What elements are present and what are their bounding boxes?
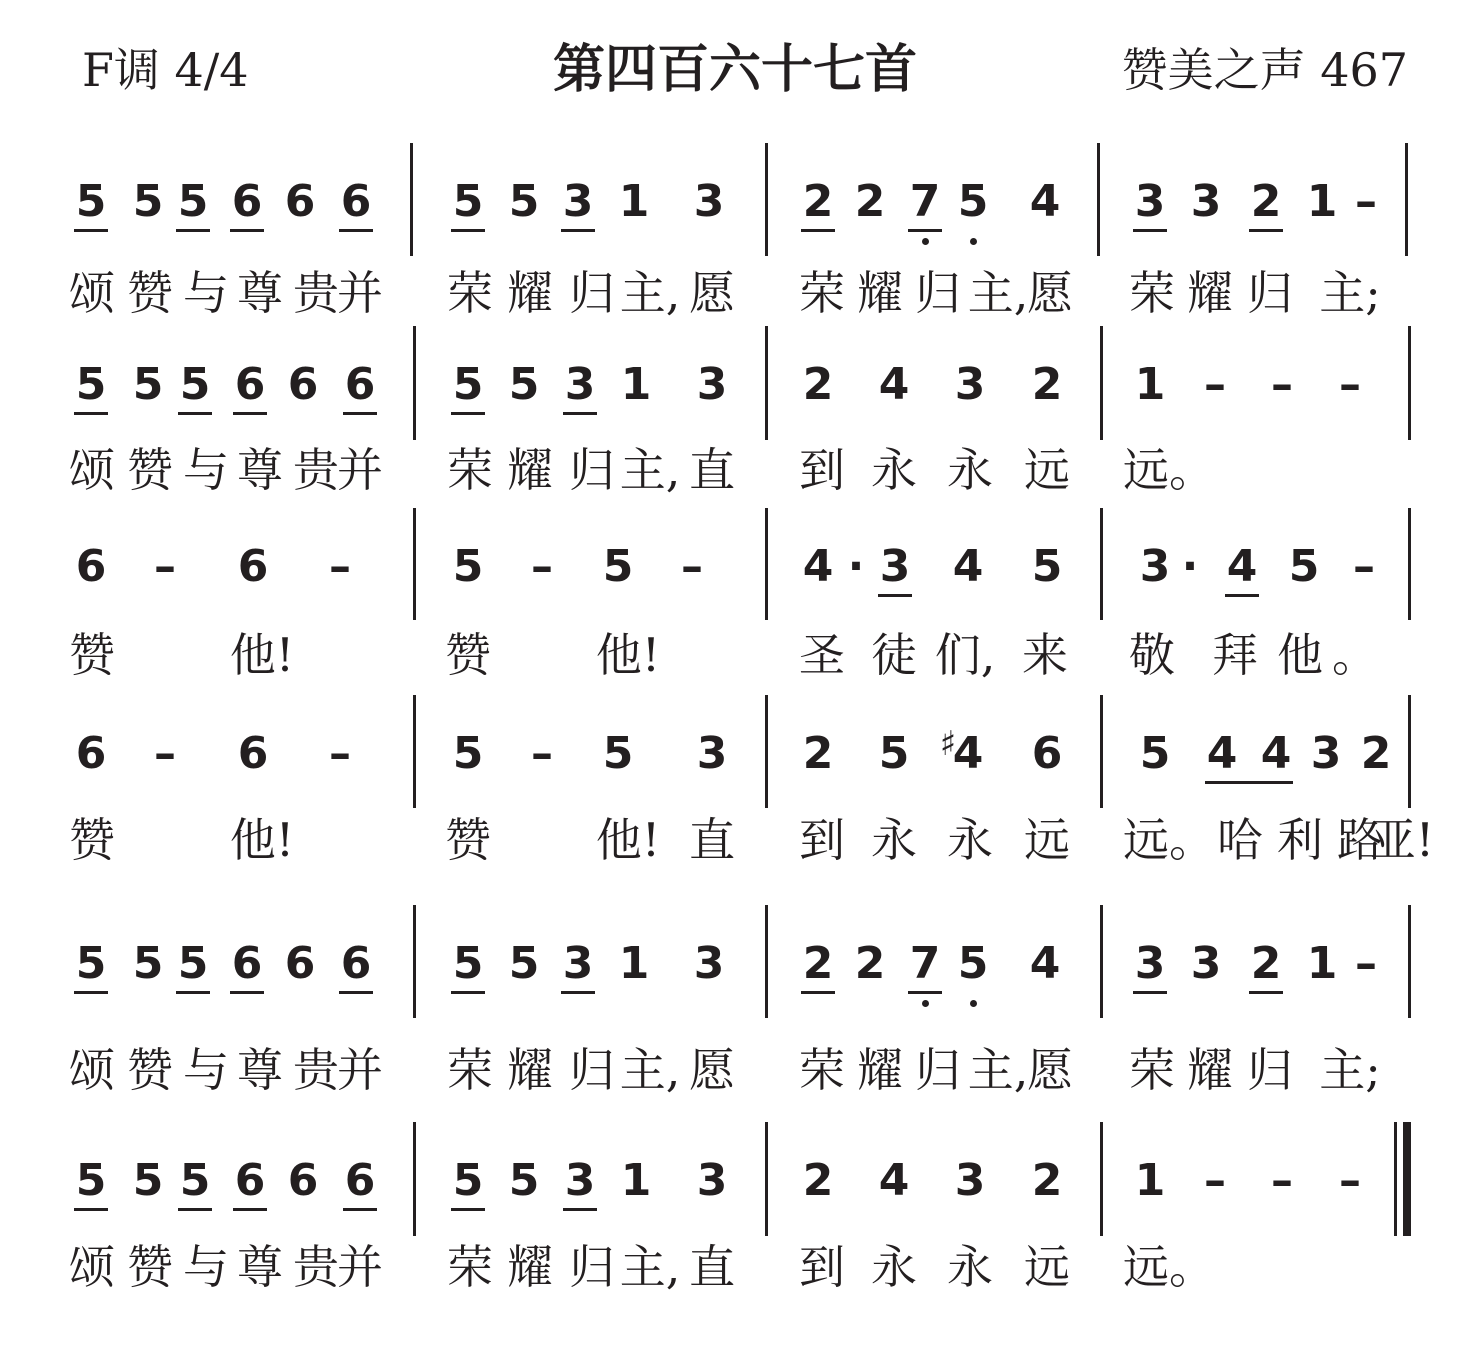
barline: [765, 1122, 768, 1236]
eighth-underline: [339, 229, 373, 232]
note: 1: [620, 1155, 652, 1206]
lyric-syllable: 远: [1024, 1240, 1070, 1294]
note: 4: [878, 359, 910, 410]
eighth-underline: [561, 229, 595, 232]
note: 6: [340, 176, 372, 227]
note: 2: [1031, 1155, 1063, 1206]
note: 3: [693, 938, 725, 989]
eighth-underline: [451, 1208, 485, 1211]
eighth-underline: [343, 1208, 377, 1211]
note: 3: [1190, 176, 1222, 227]
lyric-syllable: 哈: [1217, 813, 1263, 867]
note: 5: [452, 359, 484, 410]
note: 1: [1134, 1155, 1166, 1206]
lyric-syllable: 归: [569, 443, 615, 497]
note: 3: [1190, 938, 1222, 989]
note: 6: [75, 728, 107, 779]
hymnal-reference: 赞美之声 467: [1121, 43, 1408, 97]
note: 2: [802, 1155, 834, 1206]
note: 6: [237, 728, 269, 779]
lower-octave-dot: [922, 1000, 929, 1007]
lyric-syllable: 他: [1277, 628, 1323, 682]
note: 5: [132, 938, 164, 989]
note: –: [329, 728, 351, 779]
lyric-syllable: 永: [947, 813, 993, 867]
barline: [1100, 326, 1103, 440]
lyric-syllable: 永: [871, 443, 917, 497]
lyric-syllable: 远: [1024, 813, 1070, 867]
lyric-syllable: 尊: [237, 1043, 283, 1097]
note: 2: [802, 359, 834, 410]
note: 4: [1029, 938, 1061, 989]
lyric-syllable: 永: [947, 443, 993, 497]
note: –: [329, 541, 351, 592]
eighth-underline: [1249, 991, 1283, 994]
lyric-syllable: 尊: [237, 1240, 283, 1294]
note: 5: [878, 728, 910, 779]
note: 6: [237, 541, 269, 592]
lyric-syllable: 拜: [1212, 628, 1258, 682]
barline: [765, 905, 768, 1018]
lyric-syllable: 圣: [799, 628, 845, 682]
lyric-syllable: 永: [871, 813, 917, 867]
eighth-underline: [74, 229, 108, 232]
lyric-syllable: 归: [569, 1043, 615, 1097]
lyric-syllable: 愿: [1027, 1043, 1073, 1097]
lyric-syllable: 主,: [619, 1043, 681, 1097]
note: 2: [802, 728, 834, 779]
lyric-syllable: 归: [915, 1043, 961, 1097]
barline: [1097, 143, 1100, 256]
lyric-syllable: 赞: [69, 628, 115, 682]
note: 5: [508, 176, 540, 227]
note: –: [1271, 359, 1293, 410]
final-barline-thin: [1394, 1122, 1397, 1236]
lyric-syllable: 主,: [619, 1240, 681, 1294]
eighth-underline: [178, 1208, 212, 1211]
lyric-syllable: 颂: [69, 266, 115, 320]
note: 3: [1134, 938, 1166, 989]
barline: [413, 326, 416, 440]
eighth-underline: [1205, 781, 1293, 784]
note: 5: [132, 1155, 164, 1206]
lyric-syllable: 与: [183, 266, 229, 320]
lyric-syllable: 归: [1247, 1043, 1293, 1097]
note: 1: [1306, 176, 1338, 227]
note: 5: [452, 176, 484, 227]
note: 4: [1206, 728, 1238, 779]
barline: [1408, 905, 1411, 1018]
note: –: [531, 541, 553, 592]
note: 1: [618, 176, 650, 227]
note: –: [1355, 176, 1377, 227]
note: 4: [952, 728, 984, 779]
note: 5: [179, 1155, 211, 1206]
note: 3: [696, 728, 728, 779]
note: –: [1355, 938, 1377, 989]
note: 5: [179, 359, 211, 410]
note: 6: [340, 938, 372, 989]
note: 5: [452, 938, 484, 989]
eighth-underline: [908, 229, 942, 232]
lyric-syllable: 主,: [619, 266, 681, 320]
eighth-underline: [74, 991, 108, 994]
lyric-syllable: 荣: [799, 1043, 845, 1097]
lyric-syllable: 他!: [229, 813, 295, 867]
lyric-syllable: 耀: [1187, 266, 1233, 320]
eighth-underline: [451, 412, 485, 415]
lyric-syllable: 耀: [1187, 1043, 1233, 1097]
lyric-syllable: 并: [337, 266, 383, 320]
lyric-syllable: 主;: [1319, 1043, 1381, 1097]
lyric-syllable: 远: [1024, 443, 1070, 497]
final-barline-thick: [1403, 1122, 1411, 1236]
lyric-syllable: 耀: [507, 266, 553, 320]
note: 5: [177, 176, 209, 227]
lyric-syllable: 敬: [1129, 628, 1175, 682]
sharp-sign: ♯: [939, 724, 957, 764]
note: 3: [954, 1155, 986, 1206]
note: 2: [854, 938, 886, 989]
lyric-syllable: 并: [337, 1043, 383, 1097]
eighth-underline: [563, 1208, 597, 1211]
lyric-syllable: 他!: [595, 813, 661, 867]
note: –: [1339, 359, 1361, 410]
lyric-syllable: 颂: [69, 1240, 115, 1294]
eighth-underline: [233, 412, 267, 415]
note: 4: [1029, 176, 1061, 227]
note: 3: [1134, 176, 1166, 227]
lyric-syllable: 贵: [293, 1043, 339, 1097]
lyric-syllable: 荣: [1129, 266, 1175, 320]
lyric-syllable: 。: [1332, 628, 1378, 682]
lyric-syllable: 们,: [934, 628, 996, 682]
note: 6: [234, 1155, 266, 1206]
eighth-underline: [1133, 229, 1167, 232]
eighth-underline: [230, 991, 264, 994]
note: 2: [1250, 176, 1282, 227]
note: 5: [452, 1155, 484, 1206]
note: 5: [602, 541, 634, 592]
note: 6: [231, 938, 263, 989]
lyric-syllable: 到: [799, 1240, 845, 1294]
note: 5: [1031, 541, 1063, 592]
barline: [1100, 1122, 1103, 1236]
note: 5: [1288, 541, 1320, 592]
note: 2: [1360, 728, 1392, 779]
lyric-syllable: 荣: [447, 1240, 493, 1294]
note: 6: [284, 938, 316, 989]
note: 4: [802, 541, 834, 592]
note: 7: [909, 938, 941, 989]
lyric-syllable: 愿: [689, 266, 735, 320]
eighth-underline: [801, 991, 835, 994]
barline: [765, 695, 768, 808]
note: 3: [562, 176, 594, 227]
note: 3: [696, 359, 728, 410]
note: –: [681, 541, 703, 592]
note: –: [531, 728, 553, 779]
note: 4: [878, 1155, 910, 1206]
note: 3: [879, 541, 911, 592]
note: 6: [231, 176, 263, 227]
barline: [1100, 905, 1103, 1018]
note: 5: [75, 359, 107, 410]
lyric-syllable: 主,: [967, 266, 1029, 320]
lyric-syllable: 远。: [1123, 813, 1215, 867]
note: 3: [1310, 728, 1342, 779]
eighth-underline: [1133, 991, 1167, 994]
hymn-title: 第四百六十七首: [552, 40, 917, 100]
note: 5: [452, 541, 484, 592]
note: 6: [287, 1155, 319, 1206]
eighth-underline: [74, 412, 108, 415]
lyric-syllable: 耀: [507, 443, 553, 497]
note: 5: [957, 176, 989, 227]
lyric-syllable: 路: [1337, 813, 1383, 867]
note: 2: [1031, 359, 1063, 410]
lyric-syllable: 永: [947, 1240, 993, 1294]
lyric-syllable: 愿: [689, 1043, 735, 1097]
eighth-underline: [563, 412, 597, 415]
note: 4: [1260, 728, 1292, 779]
eighth-underline: [176, 229, 210, 232]
lyric-syllable: 颂: [69, 443, 115, 497]
note: 5: [957, 938, 989, 989]
augmentation-dot: ·: [847, 541, 865, 592]
note: 4: [952, 541, 984, 592]
barline: [1408, 695, 1411, 808]
note: –: [154, 541, 176, 592]
lyric-syllable: 归: [915, 266, 961, 320]
lyric-syllable: 颂: [69, 1043, 115, 1097]
note: 2: [854, 176, 886, 227]
lyric-syllable: 归: [569, 1240, 615, 1294]
lyric-syllable: 耀: [507, 1240, 553, 1294]
eighth-underline: [74, 1208, 108, 1211]
note: 6: [234, 359, 266, 410]
note: 3: [564, 1155, 596, 1206]
note: 6: [287, 359, 319, 410]
note: 3: [562, 938, 594, 989]
note: 6: [1031, 728, 1063, 779]
lyric-syllable: 归: [569, 266, 615, 320]
eighth-underline: [343, 412, 377, 415]
lyric-syllable: 主;: [1319, 266, 1381, 320]
eighth-underline: [176, 991, 210, 994]
lyric-syllable: 愿: [1027, 266, 1073, 320]
lyric-syllable: 赞: [445, 813, 491, 867]
note: 5: [75, 176, 107, 227]
lyric-syllable: 赞: [127, 443, 173, 497]
barline: [765, 326, 768, 440]
lyric-syllable: 赞: [127, 1240, 173, 1294]
barline: [1405, 143, 1408, 256]
note: 1: [618, 938, 650, 989]
lyric-syllable: 荣: [447, 266, 493, 320]
note: –: [1271, 1155, 1293, 1206]
eighth-underline: [451, 991, 485, 994]
note: 6: [344, 1155, 376, 1206]
lyric-syllable: 远。: [1123, 443, 1215, 497]
note: 6: [284, 176, 316, 227]
lyric-syllable: 贵: [293, 266, 339, 320]
note: –: [1204, 1155, 1226, 1206]
eighth-underline: [178, 412, 212, 415]
lyric-syllable: 尊: [237, 443, 283, 497]
barline: [413, 905, 416, 1018]
lyric-syllable: 耀: [857, 1043, 903, 1097]
lyric-syllable: 直: [689, 813, 735, 867]
eighth-underline: [451, 229, 485, 232]
barline: [1100, 695, 1103, 808]
note: 5: [132, 176, 164, 227]
lyric-syllable: 荣: [447, 443, 493, 497]
note: 5: [75, 1155, 107, 1206]
barline: [765, 508, 768, 620]
lower-octave-dot: [970, 1000, 977, 1007]
lyric-syllable: 尊: [237, 266, 283, 320]
note: 5: [75, 938, 107, 989]
note: 5: [177, 938, 209, 989]
barline: [413, 695, 416, 808]
note: 3: [696, 1155, 728, 1206]
lyric-syllable: 归: [1247, 266, 1293, 320]
key-and-meter: F调 4/4: [82, 43, 249, 97]
barline: [765, 143, 768, 256]
barline: [1408, 326, 1411, 440]
note: 6: [344, 359, 376, 410]
lyric-syllable: 永: [871, 1240, 917, 1294]
note: 3: [1139, 541, 1171, 592]
barline: [1408, 508, 1411, 620]
lyric-syllable: 耀: [857, 266, 903, 320]
eighth-underline: [233, 1208, 267, 1211]
lyric-syllable: 利: [1277, 813, 1323, 867]
lyric-syllable: 直: [689, 443, 735, 497]
note: 5: [452, 728, 484, 779]
note: 4: [1226, 541, 1258, 592]
note: 5: [508, 359, 540, 410]
lyric-syllable: 耀: [507, 1043, 553, 1097]
note: 2: [802, 938, 834, 989]
note: 7: [909, 176, 941, 227]
note: 5: [508, 1155, 540, 1206]
lyric-syllable: 远。: [1123, 1240, 1215, 1294]
lyric-syllable: 并: [337, 1240, 383, 1294]
note: 3: [564, 359, 596, 410]
note: 3: [693, 176, 725, 227]
lyric-syllable: 赞: [69, 813, 115, 867]
augmentation-dot: ·: [1181, 541, 1199, 592]
note: 1: [620, 359, 652, 410]
lower-octave-dot: [970, 238, 977, 245]
eighth-underline: [878, 594, 912, 597]
note: 6: [75, 541, 107, 592]
note: 5: [132, 359, 164, 410]
lyric-syllable: 荣: [799, 266, 845, 320]
lyric-syllable: 直: [689, 1240, 735, 1294]
note: –: [1353, 541, 1375, 592]
eighth-underline: [1249, 229, 1283, 232]
barline: [410, 143, 413, 256]
lyric-syllable: 主,: [967, 1043, 1029, 1097]
lyric-syllable: 赞: [445, 628, 491, 682]
eighth-underline: [339, 991, 373, 994]
lyric-syllable: 他!: [229, 628, 295, 682]
lyric-syllable: 亚!: [1369, 813, 1435, 867]
lyric-syllable: 赞: [127, 266, 173, 320]
eighth-underline: [908, 991, 942, 994]
barline: [413, 508, 416, 620]
eighth-underline: [801, 229, 835, 232]
lower-octave-dot: [922, 238, 929, 245]
note: 5: [508, 938, 540, 989]
lyric-syllable: 来: [1022, 628, 1068, 682]
note: 2: [1250, 938, 1282, 989]
note: 1: [1134, 359, 1166, 410]
note: 1: [1306, 938, 1338, 989]
lyric-syllable: 赞: [127, 1043, 173, 1097]
note: 3: [954, 359, 986, 410]
lyric-syllable: 贵: [293, 443, 339, 497]
lyric-syllable: 他!: [595, 628, 661, 682]
note: –: [154, 728, 176, 779]
lyric-syllable: 到: [799, 443, 845, 497]
lyric-syllable: 到: [799, 813, 845, 867]
lyric-syllable: 与: [183, 1043, 229, 1097]
eighth-underline: [230, 229, 264, 232]
lyric-syllable: 荣: [1129, 1043, 1175, 1097]
note: 5: [1139, 728, 1171, 779]
eighth-underline: [561, 991, 595, 994]
lyric-syllable: 贵: [293, 1240, 339, 1294]
lyric-syllable: 与: [183, 443, 229, 497]
lyric-syllable: 主,: [619, 443, 681, 497]
note: –: [1204, 359, 1226, 410]
lyric-syllable: 与: [183, 1240, 229, 1294]
note: –: [1339, 1155, 1361, 1206]
lyric-syllable: 荣: [447, 1043, 493, 1097]
note: 5: [602, 728, 634, 779]
barline: [1100, 508, 1103, 620]
lyric-syllable: 并: [337, 443, 383, 497]
barline: [413, 1122, 416, 1236]
eighth-underline: [1225, 594, 1259, 597]
note: 2: [802, 176, 834, 227]
lyric-syllable: 徒: [871, 628, 917, 682]
